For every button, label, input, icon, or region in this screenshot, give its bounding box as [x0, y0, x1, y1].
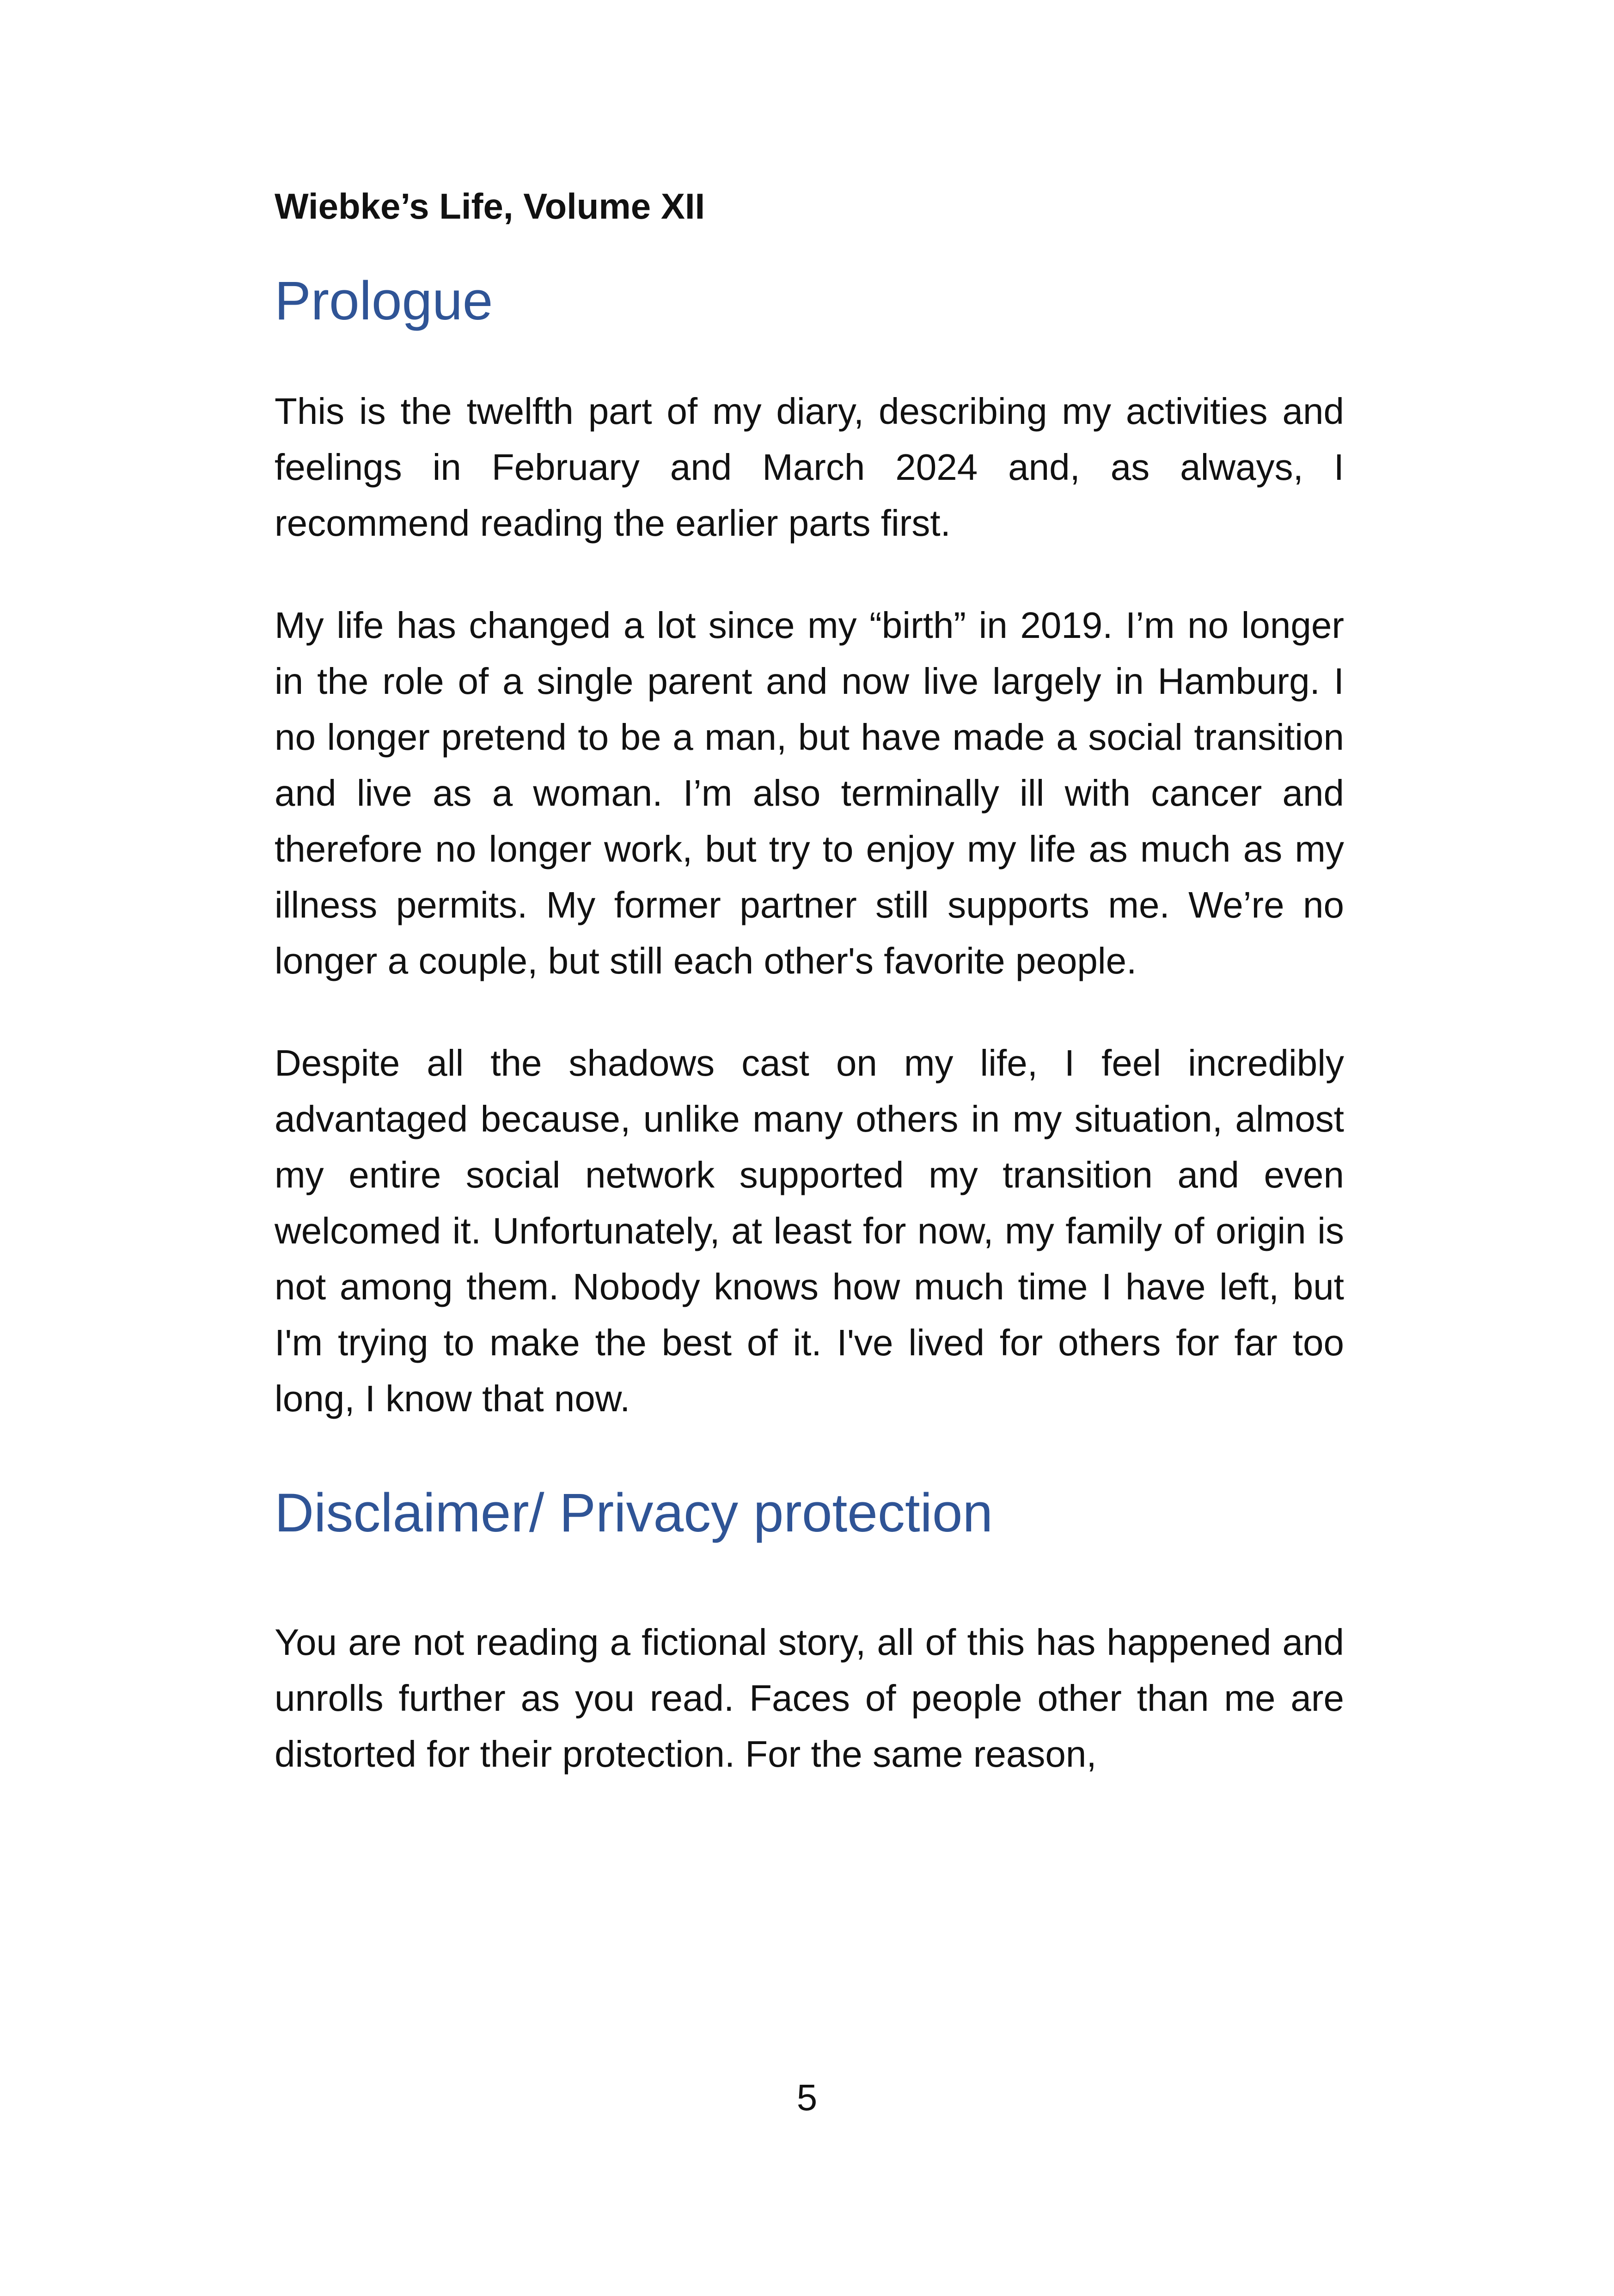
page-content	[275, 185, 1344, 1782]
prologue-heading: Prologue	[275, 270, 493, 331]
prologue-paragraph-2: My life has changed a lot since my “birth” in 2019. I’m no longer in the role of a single parent and now live largely in Hamburg. I no longer pretend to be a man, but have made a social transition and live as a woman. I’m also terminally ill with cancer and therefore no longer work, but try to enjoy my life as much as my illness permits. My former partner still supports me. We’re no longer a couple, but still each other's favorite people.	[275, 605, 1344, 982]
document-title: Wiebke’s Life, Volume XII	[275, 186, 705, 227]
disclaimer-paragraph-1: You are not reading a fictional story, all of this has happened and unrolls further as you read. Faces of people other than me are distorted for their protection. For the same reason,	[275, 1621, 1344, 1775]
disclaimer-heading: Disclaimer/ Privacy protection	[275, 1482, 993, 1544]
prologue-paragraph-1: This is the twelfth part of my diary, describing my activities and feelings in February and March 2024 and, as always, I recommend reading the earlier parts first.	[275, 391, 1344, 544]
prologue-paragraph-3: Despite all the shadows cast on my life, I feel incredibly advantaged because, unlike many others in my situation, almost my entire social network supported my transition and even welcomed it. Unfortunately, at least for now, my family of origin is not among them. Nobody knows how much time I have left, but I'm trying to make the best of it. I've lived for others for far too long, I know that now.	[275, 1042, 1344, 1420]
page-number: 5	[796, 2077, 818, 2118]
